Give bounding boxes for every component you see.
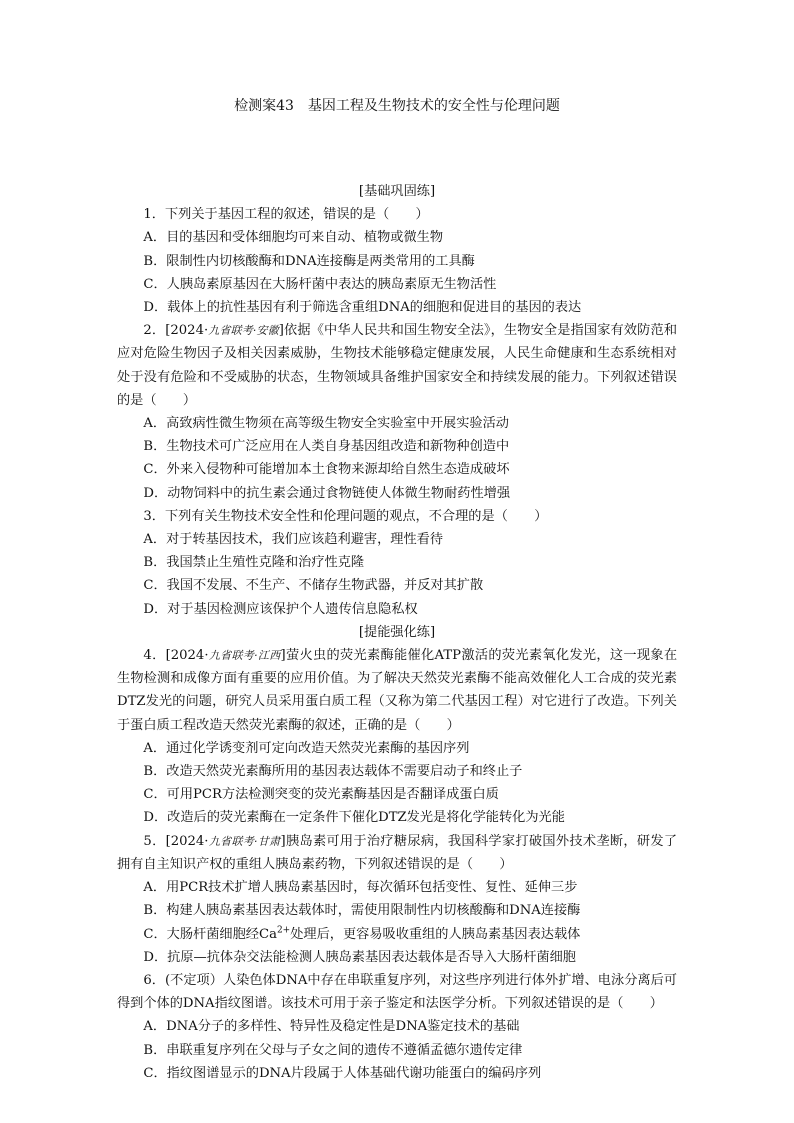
option-d: D．载体上的抗性基因有利于筛选含重组DNA的细胞和促进目的基因的表达 (143, 300, 582, 316)
option-d: D．动物饲料中的抗生素会通过食物链使人体微生物耐药性增强 (143, 485, 511, 501)
option-a: A．高致病性微生物须在高等级生物安全实验室中开展实验活动 (143, 416, 509, 432)
question-stem: 6．(不定项）人染色体DNA中存在串联重复序列，对这些序列进行体外扩增、电泳分离后可得到个体的DNA指纹图谱。该技术可用于亲子鉴定和法医学分析。下列叙述错误的是（ ） (117, 972, 677, 1012)
question-number: 5． (143, 833, 166, 849)
question-6 (117, 969, 677, 1085)
question-stem: 1．下列关于基因工程的叙述，错误的是（ ） (143, 207, 429, 223)
option-b: B．串联重复序列在父母与子女之间的遗传不遵循孟德尔遗传定律 (143, 1042, 523, 1058)
section-header-basic: [基础巩固练] (358, 184, 436, 199)
question-stem (117, 830, 677, 876)
source-tag: 九省联考·江西 (208, 649, 281, 663)
page-title: 检测案43 基因工程及生物技术的安全性与伦理问题 (234, 98, 560, 114)
option-c-text-start: C．大肠杆菌细胞经Ca (143, 926, 277, 942)
source-tag: 九省联考·甘肃 (208, 834, 281, 848)
question-5 (117, 830, 677, 969)
question-number: 4． (143, 648, 166, 664)
superscript-charge: 2+ (276, 925, 291, 936)
question-2 (117, 319, 677, 505)
option-d: D．改造后的荧光素酶在一定条件下催化DTZ发光是将化学能转化为光能 (143, 810, 565, 826)
option-c: C．指纹图谱显示的DNA片段属于人体基础代谢功能蛋白的编码序列 (143, 1065, 542, 1081)
option-c: C．可用PCR方法检测突变的荧光素酶基因是否翻译成蛋白质 (143, 787, 499, 803)
question-text: 萤火虫的荧光素酶能催化ATP激活的荧光素氧化发光，这一现象在生物检测和成像方面有重要的应用价值。为了解决天然荧光素酶不能高效催化人工合成的荧光素DTZ发光的问题，研究人员采用蛋白质工程（又称为第二代基因工程）对它进行了改造。下列关于蛋白质工程改造天然荧光素酶的叙述，正确的是（ ） (117, 648, 678, 733)
option-c: C．我国不发展、不生产、不储存生物武器，并反对其扩散 (143, 578, 484, 594)
source-open-bracket: [ (165, 323, 171, 339)
source-year: 2024· (170, 323, 209, 339)
option-a: A．用PCR技术扩增人胰岛素基因时，每次循环包括变性、复性、延伸三步 (143, 880, 578, 896)
question-text: 胰岛素可用于治疗糖尿病，我国科学家打破国外技术垄断，研发了拥有自主知识产权的重组人胰岛素药物，下列叙述错误的是（ ） (117, 833, 678, 872)
question-3 (117, 505, 677, 621)
option-b: B．改造天然荧光素酶所用的基因表达载体不需要启动子和终止子 (143, 764, 523, 780)
source-open-bracket: [ (165, 833, 171, 849)
source-open-bracket: [ (165, 648, 171, 664)
source-year: 2024· (170, 648, 209, 664)
option-c-text-end: 处理后，更容易吸收重组的人胰岛素基因表达载体 (290, 926, 581, 942)
document-body (117, 180, 677, 1085)
option-b: B．我国禁止生殖性克隆和治疗性克隆 (143, 555, 365, 571)
option-c: C．外来入侵物种可能增加本土食物来源却给自然生态造成破坏 (143, 462, 510, 478)
source-year: 2024· (170, 833, 209, 849)
question-stem (117, 644, 677, 737)
source-close-bracket: ] (280, 833, 286, 849)
option-a: A．通过化学诱变剂可定向改造天然荧光素酶的基因序列 (143, 740, 470, 756)
option-b: B．生物技术可广泛应用在人类自身基因组改造和新物种创造中 (143, 439, 510, 455)
option-a: A．目的基因和受体细胞均可来自动、植物或微生物 (143, 230, 444, 246)
question-4 (117, 644, 677, 830)
option-a: A．对于转基因技术，我们应该趋利避害，理性看待 (143, 532, 444, 548)
option-d: D．抗原—抗体杂交法能检测人胰岛素基因表达载体是否导入大肠杆菌细胞 (143, 949, 576, 965)
source-tag: 九省联考·安徽 (208, 324, 279, 338)
option-b: B．构建人胰岛素基因表达载体时，需使用限制性内切核酸酶和DNA连接酶 (143, 903, 581, 919)
option-c: C．人胰岛素原基因在大肠杆菌中表达的胰岛素原无生物活性 (143, 276, 497, 292)
question-stem: 3．下列有关生物技术安全性和伦理问题的观点，不合理的是（ ） (143, 508, 548, 524)
option-b: B．限制性内切核酸酶和DNA连接酶是两类常用的工具酶 (143, 253, 475, 269)
source-close-bracket: ] (278, 323, 284, 339)
question-1 (117, 203, 677, 319)
section-header-advanced: [提能强化练] (358, 624, 436, 640)
option-c (117, 923, 677, 946)
question-text: 依据《中华人民共和国生物安全法》，生物安全是指国家有效防范和应对危险生物因子及相关因素威胁，生物技术能够稳定健康发展，人民生命健康和生态系统相对处于没有危险和不受威胁的状态，生物领域具备维护国家安全和持续发展的能力。下列叙述错误的是（ ） (117, 323, 678, 408)
source-close-bracket: ] (280, 648, 286, 664)
question-stem (117, 319, 677, 412)
option-d: D．对于基因检测应该保护个人遗传信息隐私权 (143, 601, 418, 617)
option-a: A．DNA分子的多样性、特异性及稳定性是DNA鉴定技术的基础 (143, 1019, 520, 1035)
question-number: 2． (143, 323, 166, 339)
